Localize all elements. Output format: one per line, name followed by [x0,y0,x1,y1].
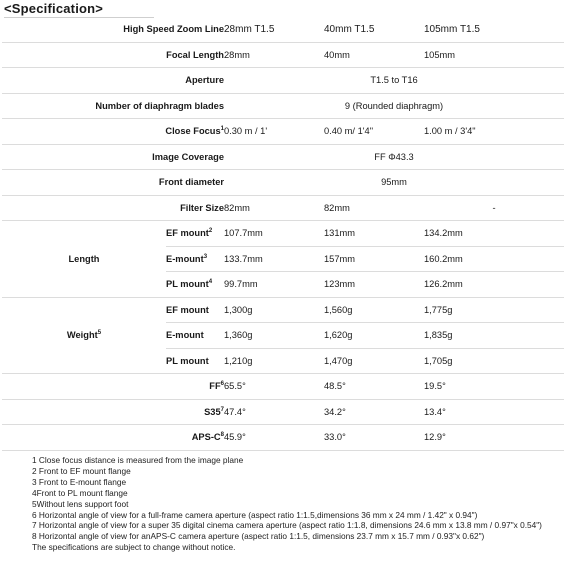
footnote-marker: 1 [220,126,224,133]
table-row-image-coverage [2,144,564,170]
cell: 1,705g [424,348,564,374]
cell: 123mm [324,272,424,298]
table-header-row [2,17,564,42]
table-row-angle-apsc [2,425,564,451]
cell: 134.2mm [424,221,564,247]
row-label: Filter Size [2,195,224,221]
footnote: 2 Front to EF mount flange [32,465,131,476]
cell: FF Φ43.3 [224,144,564,170]
footnote: 6 Horizontal angle of view for a full-frame camera aperture (aspect ratio 1:1.5,dimensions 36 mm x 24 mm / 1.42" x 0.94") [32,509,478,520]
cell: 28mm [224,42,324,68]
row-label: PL mount [166,348,224,374]
footnote-marker: 8 [220,432,224,439]
footnote-marker: 6 [220,381,224,388]
spec-table [2,17,564,451]
footnote-marker: 4 [208,279,213,286]
table-row-focal-length [2,42,564,68]
footnote: 8 Horizontal angle of view for anAPS-C camera aperture (aspect ratio 1:1.5, dimensions 23.7 mm x 15.7 mm / 0.93"x 0.62") [32,531,485,542]
group-label-weight: Weight$^5$ [2,297,166,374]
header-col-105: 105mm T1.5 [424,17,564,42]
header-col-28: 28mm T1.5 [224,17,324,42]
cell: 1,775g [424,297,564,323]
row-label: APS-$C^8$ [2,425,224,451]
table-row-front-diameter [2,170,564,196]
cell: 1,210g [224,348,324,374]
header-col-40: 40mm T1.5 [324,17,424,42]
cell: 47.4° [224,399,324,425]
footnote: 7 Horizontal angle of view for a super 35 digital cinema camera aperture (aspect ratio 1:1.8, dimensions 24.6 mm x 13.8 mm / 0.97"x 0.54") [32,520,542,531]
footnotes [32,455,560,553]
row-label: E-mount$^3$ [166,246,224,272]
row-label: EF mount [166,297,224,323]
footnote-marker: 5 [97,330,102,337]
cell: 99.7mm [224,272,324,298]
row-label: $S35^7$ [2,399,224,425]
footnote: 1 Close focus distance is measured from the image plane [32,455,244,465]
row-label: PL mount$^4$ [166,272,224,298]
cell: 1,470g [324,348,424,374]
group-label-length: Length [2,221,166,298]
cell: 105mm [424,42,564,68]
cell: 33.0° [324,425,424,451]
table-row-filter-size [2,195,564,221]
cell: 0.40 m/ 1'4" [324,119,424,145]
row-label: Front diameter [2,170,224,196]
cell: 65.5° [224,374,324,400]
cell: 82mm [224,195,324,221]
row-label: Close Focus$^1$ [2,119,224,145]
cell: 1,560g [324,297,424,323]
row-label: E-mount [166,323,224,349]
row-label: Number of diaphragm blades [2,93,224,119]
cell: 13.4° [424,399,564,425]
cell: 45.9° [224,425,324,451]
cell: 34.2° [324,399,424,425]
header-label: High Speed Zoom Line [2,17,224,42]
cell: 1,620g [324,323,424,349]
cell: 1,360g [224,323,324,349]
cell: 133.7mm [224,246,324,272]
footnote-marker: 7 [220,406,224,413]
cell: 1.00 m / 3'4" [424,119,564,145]
cell: 160.2mm [424,246,564,272]
table-row-weight-ef [2,297,564,323]
row-label: EF mount$^2$ [166,221,224,247]
table-row-blades [2,93,564,119]
cell: 95mm [224,170,564,196]
cell: 157mm [324,246,424,272]
cell: 131mm [324,221,424,247]
row-label: Image Coverage [2,144,224,170]
cell: 1,835g [424,323,564,349]
footnote-marker: 2 [208,228,213,235]
table-row-angle-s35 [2,399,564,425]
table-row-angle-ff [2,374,564,400]
table-row-close-focus [2,119,564,145]
footnote: 3 Front to E-mount flange [32,476,127,487]
cell: 40mm [324,42,424,68]
row-label: Aperture [2,68,224,94]
cell: 0.30 m / 1' [224,119,324,145]
cell: - [424,195,564,221]
footnote: 4Front to PL mount flange [32,487,128,498]
cell: 48.5° [324,374,424,400]
table-row-aperture [2,68,564,94]
cell: 19.5° [424,374,564,400]
cell: 1,300g [224,297,324,323]
spec-heading: <Specification> [4,1,154,18]
table-row-length-ef [2,221,564,247]
disclaimer: The specifications are subject to change without notice. [32,542,236,553]
cell: 12.9° [424,425,564,451]
footnote: 5Without lens support foot [32,498,129,509]
cell: 126.2mm [424,272,564,298]
row-label: Focal Length [2,42,224,68]
cell: 9 (Rounded diaphragm) [224,93,564,119]
row-label: $FF^6$ [2,374,224,400]
cell: 107.7mm [224,221,324,247]
cell: T1.5 to T16 [224,68,564,94]
cell: 82mm [324,195,424,221]
footnote-marker: 3 [203,253,208,260]
